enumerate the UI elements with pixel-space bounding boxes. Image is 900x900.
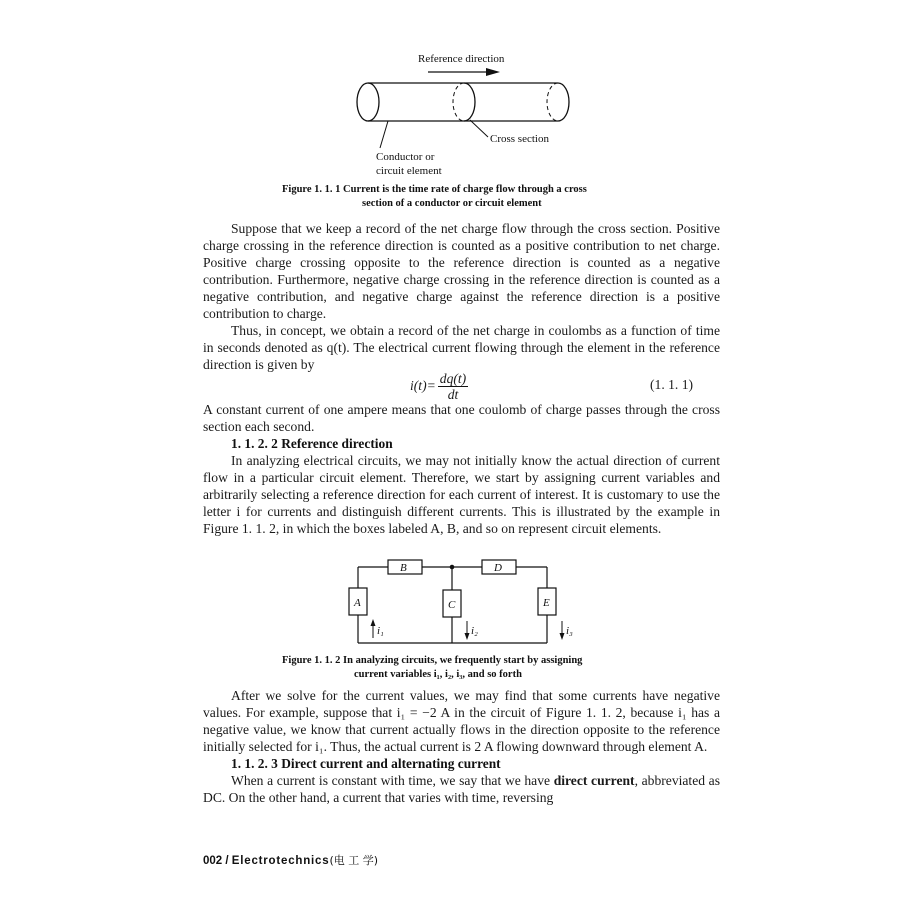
page-footer [203, 852, 378, 868]
page-number: 002 [203, 855, 223, 867]
dc-text-end: , abbreviated as DC. On the other hand, a current that varies with time, reversing [203, 773, 721, 805]
paragraph-negative-values: After we solve for the current values, we may find that some currents have negative values. For example, suppose that i₁ = −2 A in the circuit of Figure 1. 1. 2, because i₁ has a negative value, we know that current actually flows in the direction opposite to the reference initially selected for i₁. Thus, the actual current is 2 A flowing downward through element A. [203, 688, 720, 754]
text-block-3 [203, 687, 720, 806]
conductor-pointer [380, 121, 388, 148]
dc-term: direct current [553, 773, 635, 788]
cylinder-front-end [357, 83, 379, 121]
book-title-chinese: (电 工 学) [329, 854, 379, 867]
current-label-i3: i₃ [566, 625, 573, 637]
cross-section-hidden [453, 83, 464, 121]
arrow-i3-head [560, 633, 565, 640]
figure-1-1-1 [340, 45, 600, 180]
dc-text-start: When a current is constant with time, we say that we have [231, 773, 554, 788]
paragraph-direct-current [203, 772, 720, 806]
element-label-d: D [494, 562, 502, 574]
caption-line-1: Figure 1. 1. 2 In analyzing circuits, we frequently start by assigning [282, 655, 583, 666]
section-heading-dc-ac: 1. 1. 2. 3 Direct current and alternating current [231, 756, 501, 771]
paragraph-record: Thus, in concept, we obtain a record of the net charge in coulombs as a function of time in seconds denoted as q(t). The electrical current flowing through the element in the reference direction is given by [203, 323, 720, 372]
caption-line-1: Figure 1. 1. 1 Current is the time rate of charge flow through a cross [282, 184, 587, 195]
section-heading-reference-direction: 1. 1. 2. 2 Reference direction [231, 436, 393, 451]
equation-numerator: dq(t) [439, 370, 467, 386]
element-label-b: B [400, 562, 407, 574]
book-title: Electrotechnics [231, 855, 330, 867]
reference-arrow-head [486, 68, 500, 76]
cross-section-label: Cross section [490, 133, 549, 145]
paragraph-ampere: A constant current of one ampere means that one coulomb of charge passes through the cross section each second. [203, 402, 720, 434]
element-label-c: C [448, 599, 456, 611]
caption-line-2: current variables i₁, i₂, i₃, and so forth [354, 669, 522, 680]
paragraph-analyzing: In analyzing electrical circuits, we may not initially know the actual direction of current flow in a particular circuit element. Therefore, we start by assigning current variables and arbitrarily selecting a reference direction for each current of interest. It is customary to use the letter i for currents and distinguish different currents. This is illustrated by the example in Figure 1. 1. 2, in which the boxes labeled A, B, and so on represent circuit elements. [203, 453, 720, 536]
equation-denominator: dt [447, 386, 459, 402]
equation-lhs: i(t)= [410, 378, 436, 393]
reference-direction-label: Reference direction [418, 53, 505, 65]
text-block-1 [203, 220, 720, 373]
conductor-label-line2: circuit element [376, 165, 442, 177]
cylinder-back-end [558, 83, 569, 121]
figure-1-1-2-caption [282, 654, 682, 682]
current-label-i1: i₁ [377, 625, 384, 637]
equation-fraction [438, 371, 468, 402]
cross-section-pointer [470, 120, 488, 137]
paragraph-net-charge: Suppose that we keep a record of the net charge flow through the cross section. Positive charge crossing in the reference direction is counted as a positive contribution to net charge. Positive charge crossing opposite to the reference direction is counted as a negative contribution. Furthermore, negative charge crossing in the reference direction is counted as a negative contribution, and negative charge against the reference direction is a positive contribution to charge. [203, 221, 720, 321]
figure-1-1-1-caption [282, 183, 682, 211]
footer-separator: / [222, 855, 232, 867]
conductor-label-line1: Conductor or [376, 151, 435, 163]
cross-section-front [464, 83, 475, 121]
arrow-i1-head [371, 619, 376, 626]
current-label-i2: i₂ [471, 625, 478, 637]
element-label-a: A [354, 597, 361, 609]
cylinder-back-end-hidden [547, 83, 558, 121]
arrow-i2-head [465, 633, 470, 640]
caption-line-2: section of a conductor or circuit element [362, 198, 542, 209]
element-label-e: E [543, 597, 550, 609]
text-block-2 [203, 401, 720, 537]
figure-1-1-2 [340, 555, 580, 655]
junction-node [450, 565, 455, 570]
equation-number: (1. 1. 1) [650, 377, 694, 392]
equation-1-1-1 [410, 369, 468, 403]
